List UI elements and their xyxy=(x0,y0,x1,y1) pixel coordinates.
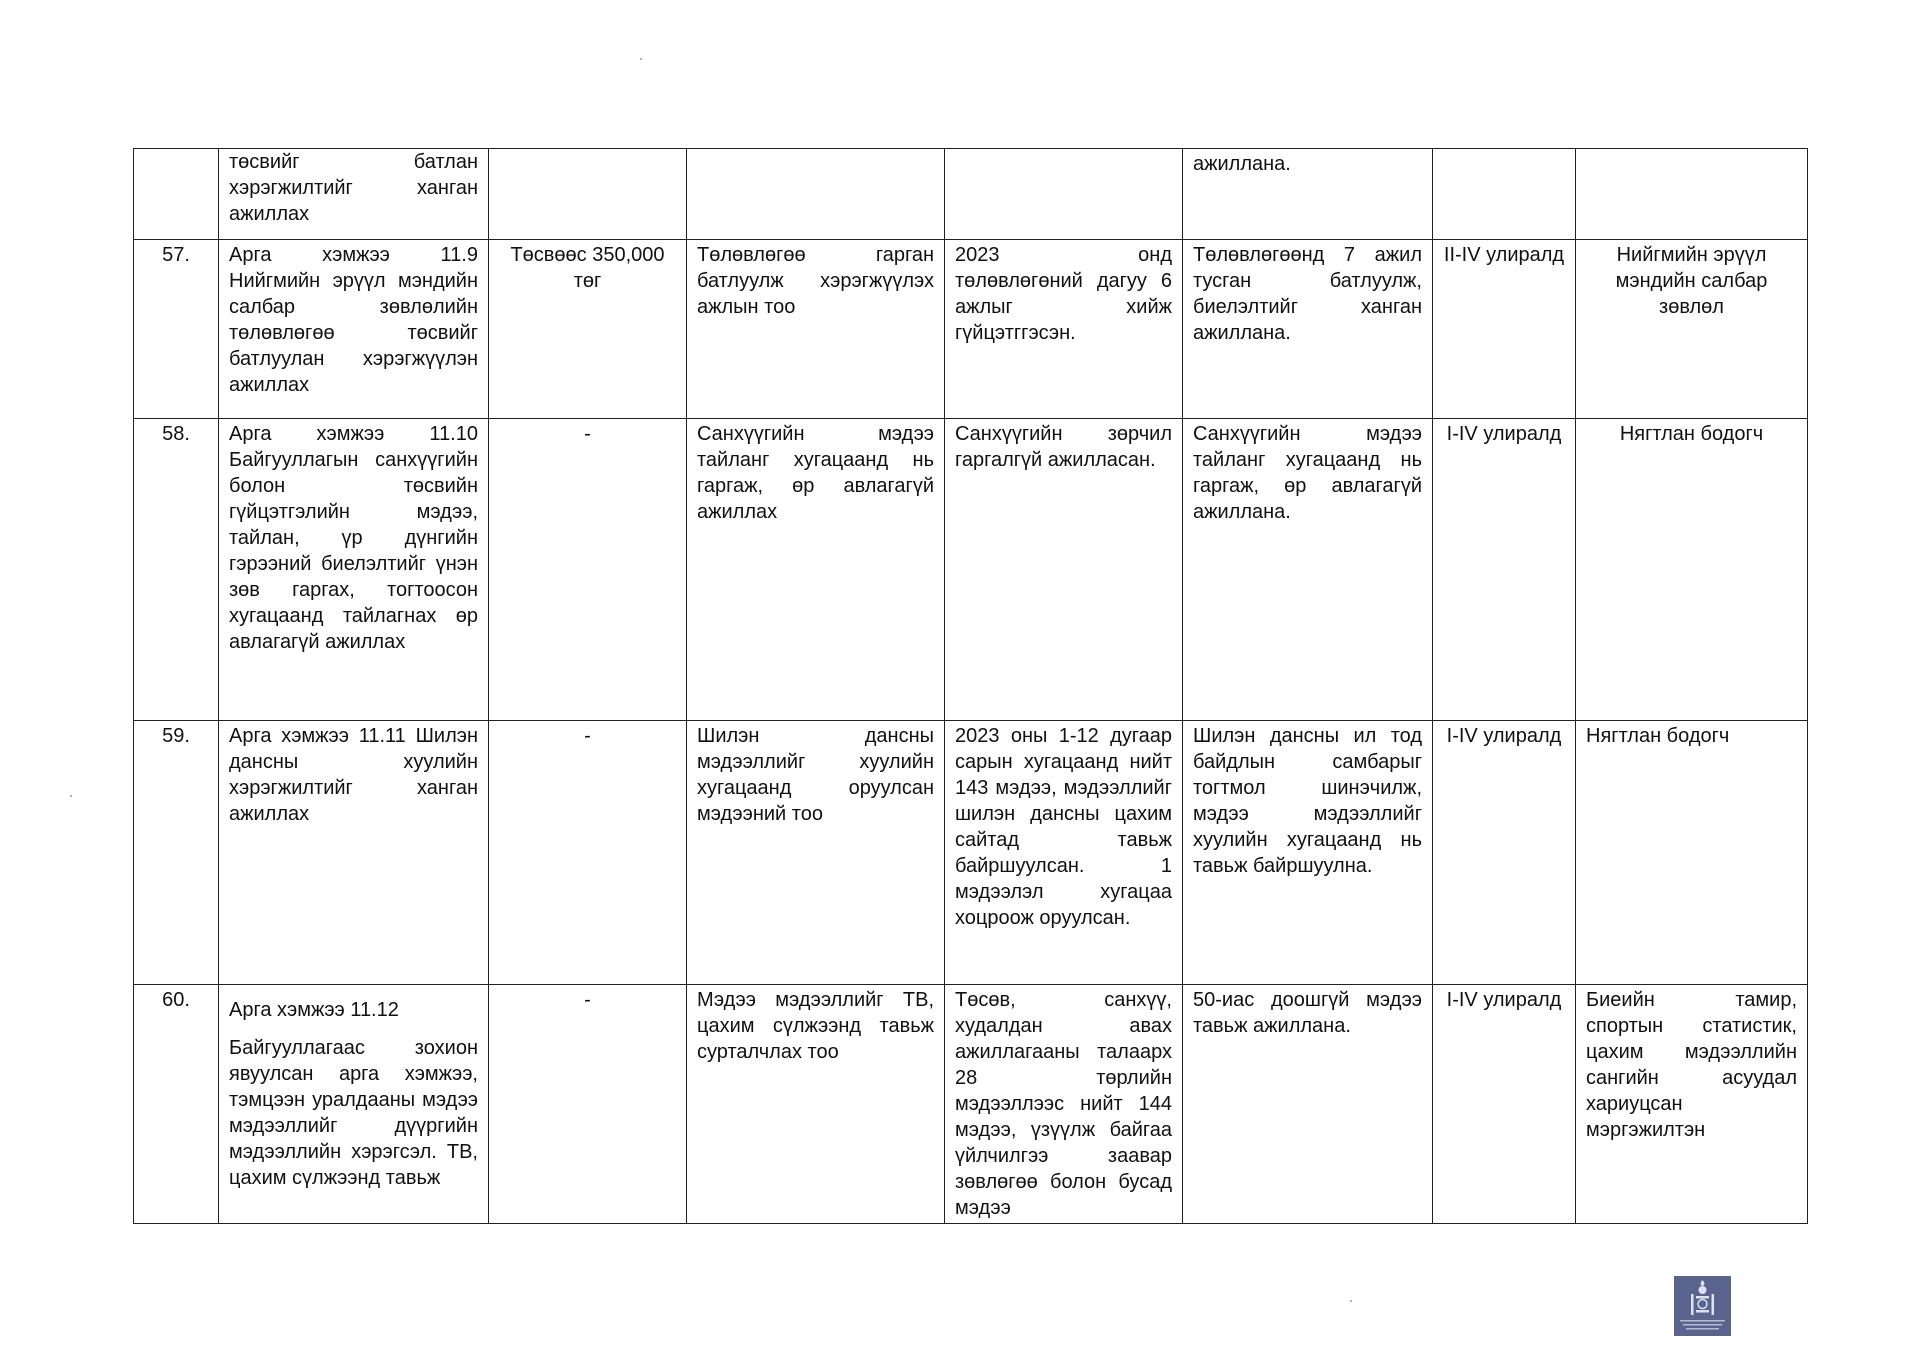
responsible-cell xyxy=(1576,149,1808,240)
baseline-cell: 2023 онд төлөвлөгөний дагуу 6 ажлыг хийж гүйцэтггэсэн. xyxy=(945,240,1183,419)
table-row xyxy=(134,985,1808,1224)
row-number: 60. xyxy=(134,985,219,1224)
responsible-cell: Биеийн тамир, спортын статистик, цахим мэдээллийн сангийн асуудал хариуцсан мэргэжилтэн xyxy=(1576,985,1808,1224)
scan-speck xyxy=(70,795,72,797)
table-row xyxy=(134,149,1808,240)
indicator-cell: Мэдээ мэдээллийг ТВ, цахим сүлжээнд тавьж сурталчлах тоо xyxy=(687,985,945,1224)
indicator-cell: Төлөвлөгөө гарган батлуулж хэрэгжүүлэх ажлын тоо xyxy=(687,240,945,419)
baseline-cell: Төсөв, санхүү, худалдан авах ажиллагааны талаарх 28 төрлийн мэдээллээс нийт 144 мэдээ, үзүүлж байгаа үйлчилгээ заавар зөвлөгөө болон бусад мэдээ xyxy=(945,985,1183,1224)
baseline-cell: Санхүүгийн зөрчил гаргалгүй ажилласан. xyxy=(945,419,1183,721)
measure-cell: Арга хэмжээ 11.11 Шилэн дансны хуулийн хэрэгжилтийг ханган ажиллах xyxy=(219,721,489,985)
row-number: 58. xyxy=(134,419,219,721)
budget-cell: - xyxy=(489,419,687,721)
measure-cell xyxy=(219,985,489,1224)
table-row xyxy=(134,721,1808,985)
period-cell: I-IV улиралд xyxy=(1433,419,1576,721)
target-cell: Шилэн дансны ил тод байдлын самбарыг тогтмол шинэчилж, мэдээ мэдээллийг хуулийн хугацаанд нь тавьж байршуулна. xyxy=(1183,721,1433,985)
soyombo-emblem-icon xyxy=(1674,1276,1731,1336)
row-number: 57. xyxy=(134,240,219,419)
measure-text: Байгууллагаас зохион явуулсан арга хэмжээ, тэмцээн уралдааны мэдээ мэдээллийг дүүргийн мэдээллийн хэрэгсэл. ТВ, цахим сүлжээнд тавьж xyxy=(229,1037,478,1189)
measure-cell: төсвийг батлан хэрэгжилтийг ханган ажиллах xyxy=(219,149,489,240)
indicator-cell: Шилэн дансны мэдээллийг хуулийн хугацаанд оруулсан мэдээний тоо xyxy=(687,721,945,985)
responsible-cell: Нийгмийн эрүүл мэндийн салбар зөвлөл xyxy=(1576,240,1808,419)
baseline-cell: 2023 оны 1-12 дугаар сарын хугацаанд нийт 143 мэдээ, мэдээллийг шилэн дансны цахим сайтад тавьж байршуулсан. 1 мэдээлэл хугацаа хоцроож оруулсан. xyxy=(945,721,1183,985)
target-cell: Санхүүгийн мэдээ тайланг хугацаанд нь гаргаж, өр авлагагүй ажиллана. xyxy=(1183,419,1433,721)
responsible-cell: Нягтлан бодогч xyxy=(1576,419,1808,721)
action-plan-table xyxy=(133,148,1808,1224)
period-cell: II-IV улиралд xyxy=(1433,240,1576,419)
row-number: 59. xyxy=(134,721,219,985)
scan-speck xyxy=(640,58,642,60)
budget-cell: - xyxy=(489,985,687,1224)
period-cell: I-IV улиралд xyxy=(1433,721,1576,985)
target-cell: ажиллана. xyxy=(1183,149,1433,240)
target-cell: Төлөвлөгөөнд 7 ажил тусган батлуулж, биелэлтийг ханган ажиллана. xyxy=(1183,240,1433,419)
budget-cell xyxy=(489,149,687,240)
measure-title: Арга хэмжээ 11.12 xyxy=(229,999,399,1021)
baseline-cell xyxy=(945,149,1183,240)
row-number xyxy=(134,149,219,240)
scan-speck xyxy=(1350,1300,1352,1302)
period-cell: I-IV улиралд xyxy=(1433,985,1576,1224)
measure-cell: Арга хэмжээ 11.10 Байгууллагын санхүүгийн болон төсвийн гүйцэтгэлийн мэдээ, тайлан, үр дүнгийн гэрээний биелэлтийг үнэн зөв гаргах, тогтоосон хугацаанд тайлагнах өр авлагагүй ажиллах xyxy=(219,419,489,721)
government-stamp xyxy=(1674,1276,1731,1336)
indicator-cell xyxy=(687,149,945,240)
responsible-cell: Нягтлан бодогч xyxy=(1576,721,1808,985)
measure-cell: Арга хэмжээ 11.9 Нийгмийн эрүүл мэндийн салбар зөвлөлийн төлөвлөгөө төсвийг батлуулан хэрэгжүүлэн ажиллах xyxy=(219,240,489,419)
table-row xyxy=(134,419,1808,721)
table-row xyxy=(134,240,1808,419)
budget-cell: Төсвөөс 350,000 төг xyxy=(489,240,687,419)
period-cell xyxy=(1433,149,1576,240)
budget-cell: - xyxy=(489,721,687,985)
indicator-cell: Санхүүгийн мэдээ тайланг хугацаанд нь гаргаж, өр авлагагүй ажиллах xyxy=(687,419,945,721)
target-cell: 50-иас доошгүй мэдээ тавьж ажиллана. xyxy=(1183,985,1433,1224)
